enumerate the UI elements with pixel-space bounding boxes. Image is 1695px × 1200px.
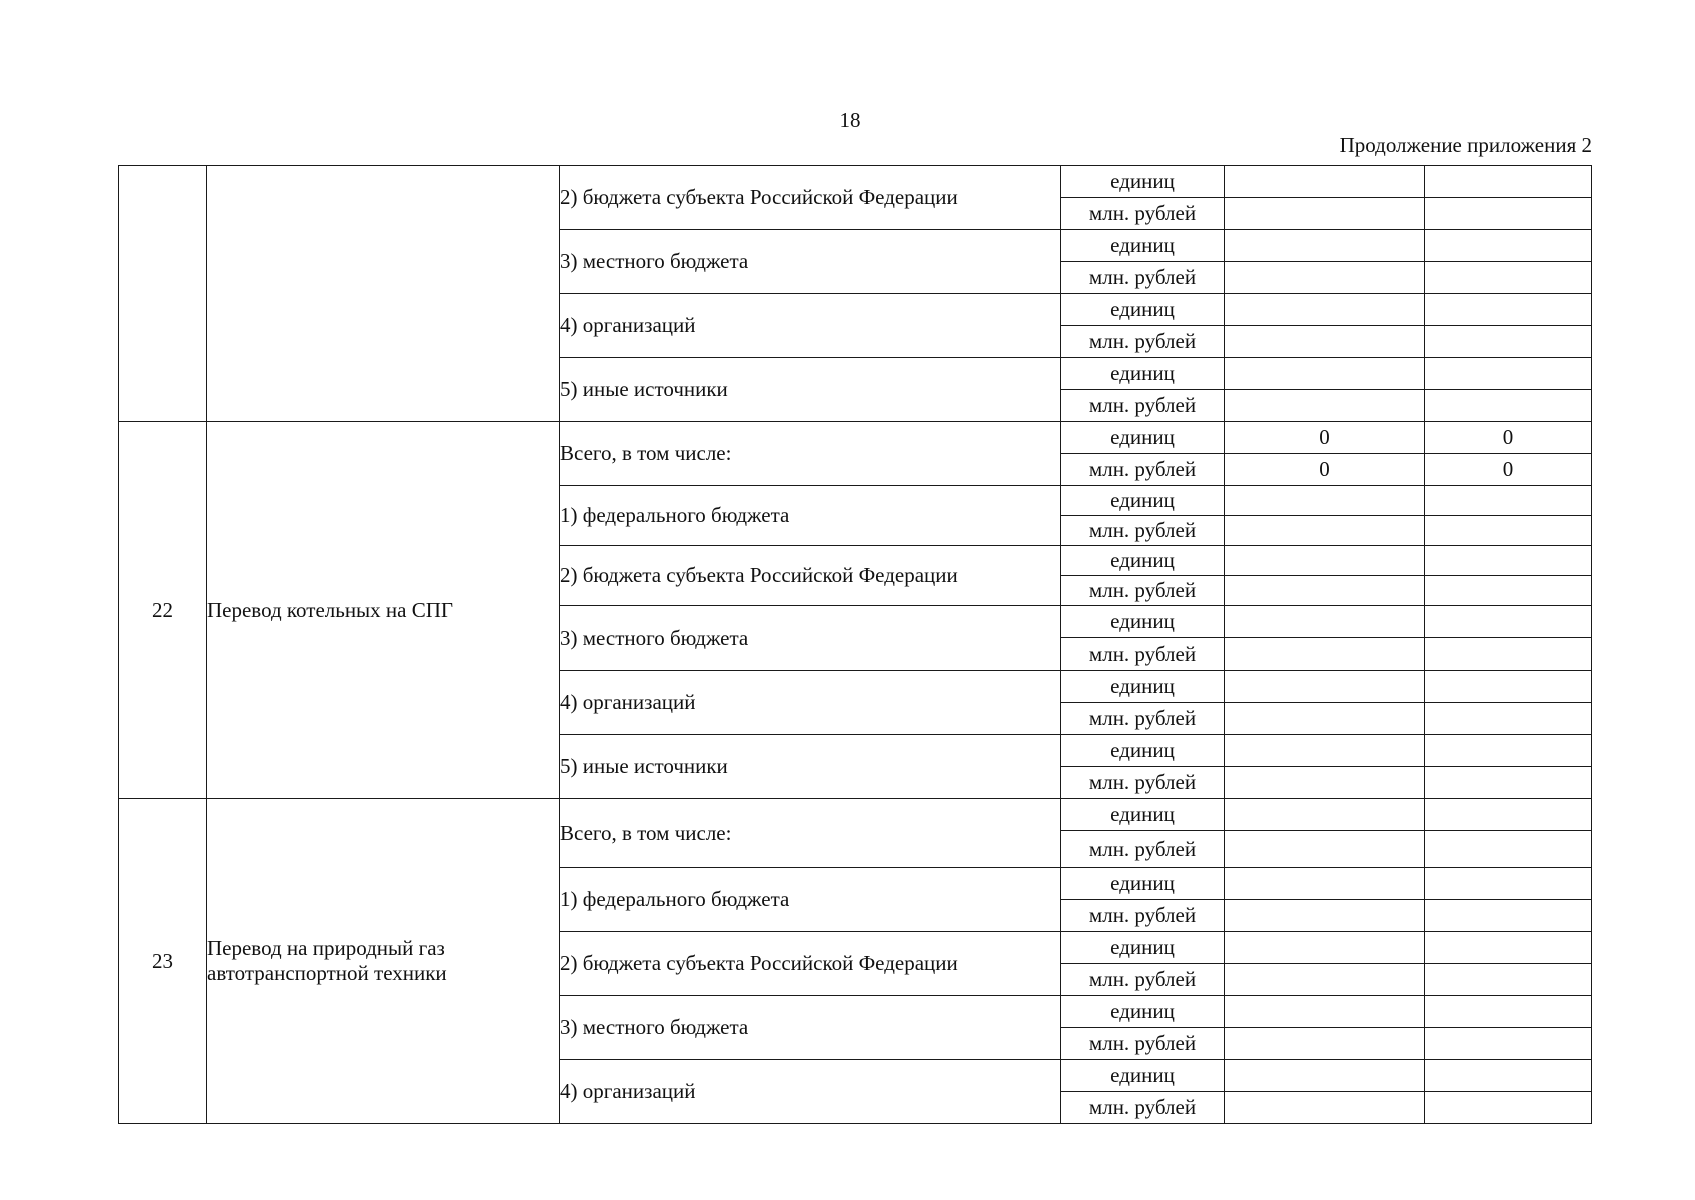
- unit-count: единиц: [1061, 996, 1225, 1028]
- value-cell: [1225, 996, 1425, 1028]
- unit-money: млн. рублей: [1061, 1092, 1225, 1124]
- value-cell: [1425, 767, 1592, 799]
- value-cell: [1225, 932, 1425, 964]
- unit-money: млн. рублей: [1061, 900, 1225, 932]
- page-number: 18: [839, 108, 861, 132]
- funding-source: 4) организаций: [560, 671, 1061, 735]
- row-number: 22: [119, 422, 207, 799]
- value-cell: [1225, 868, 1425, 900]
- value-cell: [1225, 606, 1425, 638]
- funding-source-total: Всего, в том числе:: [560, 422, 1061, 486]
- unit-count: единиц: [1061, 868, 1225, 900]
- unit-count: единиц: [1061, 671, 1225, 703]
- unit-money: млн. рублей: [1061, 638, 1225, 671]
- value-cell: [1225, 638, 1425, 671]
- value-cell: [1425, 996, 1592, 1028]
- value-cell: [1225, 1028, 1425, 1060]
- value-cell: [1425, 326, 1592, 358]
- value-cell: [1225, 964, 1425, 996]
- unit-money: млн. рублей: [1061, 703, 1225, 735]
- funding-source-total: Всего, в том числе:: [560, 799, 1061, 868]
- value-cell: 0: [1425, 422, 1592, 454]
- unit-count: единиц: [1061, 799, 1225, 831]
- value-cell: [1425, 262, 1592, 294]
- value-cell: [1425, 1028, 1592, 1060]
- unit-count: единиц: [1061, 166, 1225, 198]
- value-cell: [1425, 546, 1592, 576]
- unit-count: единиц: [1061, 486, 1225, 516]
- unit-money: млн. рублей: [1061, 198, 1225, 230]
- value-cell: [1225, 326, 1425, 358]
- value-cell: 0: [1425, 454, 1592, 486]
- unit-money: млн. рублей: [1061, 516, 1225, 546]
- value-cell: [1225, 486, 1425, 516]
- table-row: [119, 166, 1592, 198]
- value-cell: [1425, 516, 1592, 546]
- unit-money: млн. рублей: [1061, 576, 1225, 606]
- value-cell: [1225, 166, 1425, 198]
- appendix-continuation-note: Продолжение приложения 2: [1339, 133, 1592, 157]
- funding-source: 5) иные источники: [560, 735, 1061, 799]
- value-cell: 0: [1225, 422, 1425, 454]
- value-cell: [1425, 1092, 1592, 1124]
- value-cell: [1425, 638, 1592, 671]
- unit-money: млн. рублей: [1061, 1028, 1225, 1060]
- value-cell: [1425, 358, 1592, 390]
- value-cell: [1225, 703, 1425, 735]
- value-cell: [1225, 576, 1425, 606]
- unit-count: единиц: [1061, 735, 1225, 767]
- value-cell: [1425, 486, 1592, 516]
- value-cell: [1425, 799, 1592, 831]
- unit-count: единиц: [1061, 1060, 1225, 1092]
- measure-name-cell: [207, 166, 560, 422]
- measure-name: Перевод на природный газ автотранспортной техники: [207, 799, 560, 1124]
- unit-money: млн. рублей: [1061, 964, 1225, 996]
- value-cell: [1425, 390, 1592, 422]
- financing-table: [118, 165, 1592, 1124]
- unit-count: единиц: [1061, 358, 1225, 390]
- value-cell: [1425, 900, 1592, 932]
- value-cell: [1225, 735, 1425, 767]
- funding-source: 2) бюджета субъекта Российской Федерации: [560, 166, 1061, 230]
- row-number: 23: [119, 799, 207, 1124]
- unit-money: млн. рублей: [1061, 767, 1225, 799]
- row-number-cell: [119, 166, 207, 422]
- funding-source: 3) местного бюджета: [560, 996, 1061, 1060]
- value-cell: [1425, 294, 1592, 326]
- value-cell: [1425, 868, 1592, 900]
- value-cell: [1225, 358, 1425, 390]
- table-row: [119, 422, 1592, 454]
- unit-money: млн. рублей: [1061, 326, 1225, 358]
- value-cell: [1225, 1092, 1425, 1124]
- funding-source: 3) местного бюджета: [560, 230, 1061, 294]
- value-cell: [1425, 1060, 1592, 1092]
- funding-source: 2) бюджета субъекта Российской Федерации: [560, 932, 1061, 996]
- funding-source: 4) организаций: [560, 294, 1061, 358]
- value-cell: [1225, 230, 1425, 262]
- value-cell: [1225, 1060, 1425, 1092]
- funding-source: 3) местного бюджета: [560, 606, 1061, 671]
- unit-money: млн. рублей: [1061, 262, 1225, 294]
- unit-count: единиц: [1061, 230, 1225, 262]
- value-cell: [1225, 799, 1425, 831]
- value-cell: [1225, 294, 1425, 326]
- funding-source: 2) бюджета субъекта Российской Федерации: [560, 546, 1061, 606]
- value-cell: [1425, 703, 1592, 735]
- value-cell: [1425, 671, 1592, 703]
- value-cell: [1225, 900, 1425, 932]
- value-cell: [1225, 516, 1425, 546]
- value-cell: [1425, 964, 1592, 996]
- value-cell: 0: [1225, 454, 1425, 486]
- value-cell: [1225, 831, 1425, 868]
- value-cell: [1425, 735, 1592, 767]
- funding-source: 4) организаций: [560, 1060, 1061, 1124]
- value-cell: [1425, 576, 1592, 606]
- value-cell: [1425, 932, 1592, 964]
- value-cell: [1425, 831, 1592, 868]
- value-cell: [1225, 671, 1425, 703]
- funding-source: 1) федерального бюджета: [560, 868, 1061, 932]
- value-cell: [1425, 198, 1592, 230]
- measure-name: Перевод котельных на СПГ: [207, 422, 560, 799]
- value-cell: [1425, 606, 1592, 638]
- unit-money: млн. рублей: [1061, 831, 1225, 868]
- value-cell: [1425, 230, 1592, 262]
- unit-count: единиц: [1061, 606, 1225, 638]
- value-cell: [1225, 198, 1425, 230]
- value-cell: [1225, 262, 1425, 294]
- table-row: [119, 799, 1592, 831]
- unit-count: единиц: [1061, 932, 1225, 964]
- unit-money: млн. рублей: [1061, 390, 1225, 422]
- funding-source: 1) федерального бюджета: [560, 486, 1061, 546]
- value-cell: [1225, 546, 1425, 576]
- unit-count: единиц: [1061, 546, 1225, 576]
- value-cell: [1425, 166, 1592, 198]
- funding-source: 5) иные источники: [560, 358, 1061, 422]
- unit-money: млн. рублей: [1061, 454, 1225, 486]
- unit-count: единиц: [1061, 294, 1225, 326]
- value-cell: [1225, 767, 1425, 799]
- unit-count: единиц: [1061, 422, 1225, 454]
- value-cell: [1225, 390, 1425, 422]
